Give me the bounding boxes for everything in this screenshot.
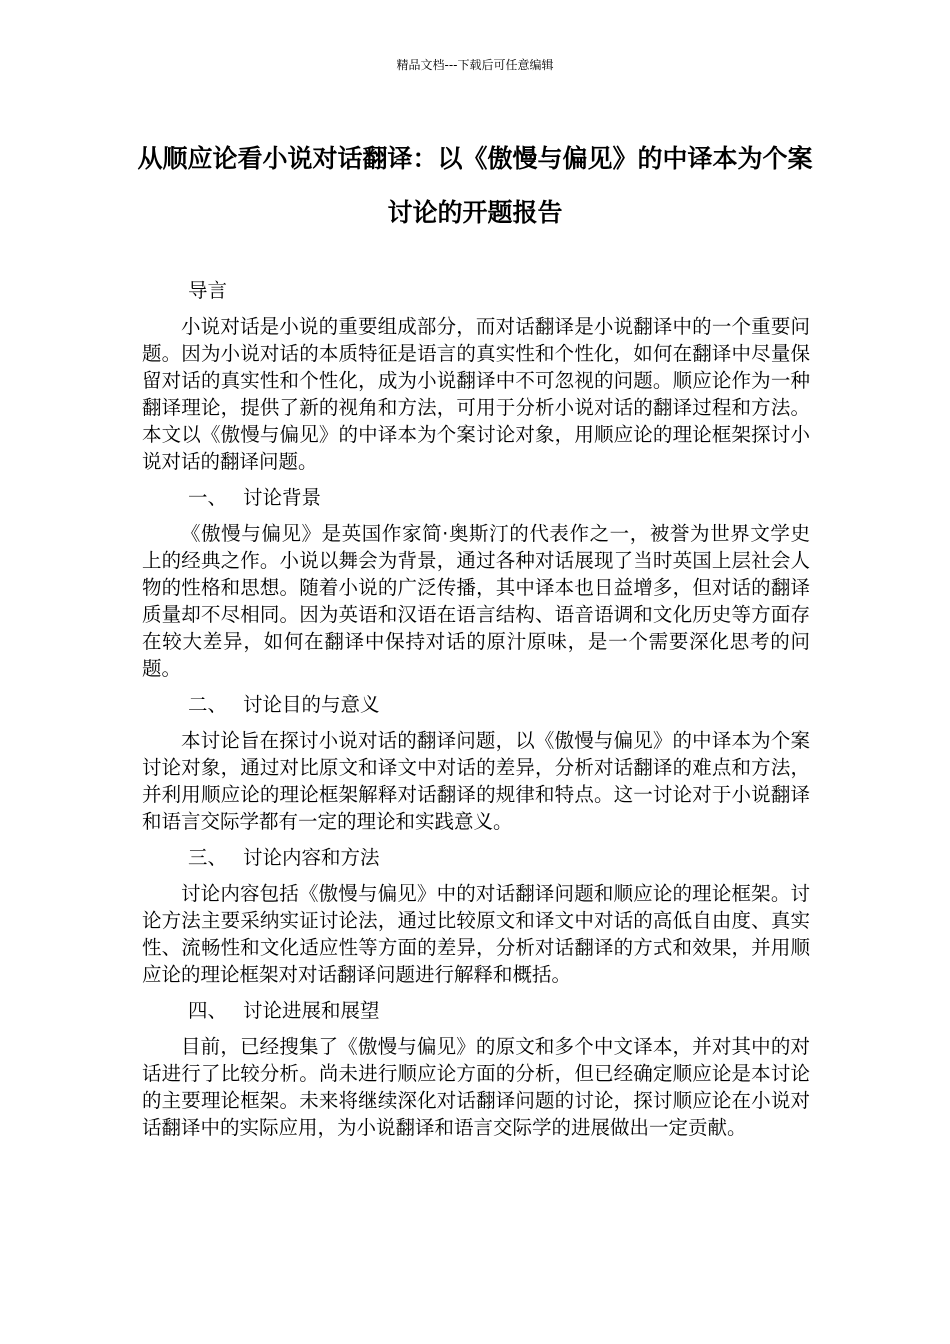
document-title: 从顺应论看小说对话翻译：以《傲慢与偏见》的中译本为个案讨论的开题报告 [137,144,813,227]
section-1-paragraph: 《傲慢与偏见》是英国作家简·奥斯汀的代表作之一，被誉为世界文学史上的经典之作。小说以舞会为背景，通过各种对话展现了当时英国上层社会人物的性格和思想。随着小说的广泛传播，其中译本也日益增多，但对话的翻译质量却不尽相同。因为英语和汉语在语言结构、语音语调和文化历史等方面存在较大差异，如何在翻译中保持对话的原汁原味，是一个需要深化思考的问题。 [142,522,810,680]
header-note: 精品文档---下载后可任意编辑 [396,58,554,72]
section-1-number: 一、 [188,486,228,509]
section-3-title: 讨论内容和方法 [243,846,380,869]
section-4-number: 四、 [188,999,228,1022]
intro-heading [142,277,810,304]
section-3-heading [142,844,810,871]
section-2-number: 二、 [188,693,228,716]
section-3-paragraph: 讨论内容包括《傲慢与偏见》中的对话翻译问题和顺应论的理论框架。讨论方法主要采纳实证讨论法，通过比较原文和译文中对话的高低自由度、真实性、流畅性和文化适应性等方面的差异，分析对话翻译的方式和效果，并用顺应论的理论框架对对话翻译问题进行解释和概括。 [142,882,810,986]
section-3-number: 三、 [188,846,228,869]
section-2-title: 讨论目的与意义 [243,693,380,716]
section-1-title: 讨论背景 [243,486,322,509]
intro-heading-text: 导言 [188,279,228,302]
section-4-title: 讨论进展和展望 [243,999,380,1022]
intro-paragraph: 小说对话是小说的重要组成部分，而对话翻译是小说翻译中的一个重要问题。因为小说对话的本质特征是语言的真实性和个性化，如何在翻译中尽量保留对话的真实性和个性化，成为小说翻译中不可忽视的问题。顺应论作为一种翻译理论，提供了新的视角和方法，可用于分析小说对话的翻译过程和方法。本文以《傲慢与偏见》的中译本为个案讨论对象，用顺应论的理论框架探讨小说对话的翻译问题。 [142,315,810,473]
document-body [142,268,810,1141]
section-2-heading [142,691,810,718]
section-1-heading [142,484,810,511]
section-4-heading [142,997,810,1024]
section-4-paragraph: 目前，已经搜集了《傲慢与偏见》的原文和多个中文译本，并对其中的对话进行了比较分析。尚未进行顺应论方面的分析，但已经确定顺应论是本讨论的主要理论框架。未来将继续深化对话翻译问题的讨论，探讨顺应论在小说对话翻译中的实际应用，为小说翻译和语言交际学的进展做出一定贡献。 [142,1035,810,1139]
section-2-paragraph: 本讨论旨在探讨小说对话的翻译问题，以《傲慢与偏见》的中译本为个案讨论对象，通过对比原文和译文中对话的差异，分析对话翻译的难点和方法，并利用顺应论的理论框架解释对话翻译的规律和特点。这一讨论对于小说翻译和语言交际学都有一定的理论和实践意义。 [142,729,810,833]
